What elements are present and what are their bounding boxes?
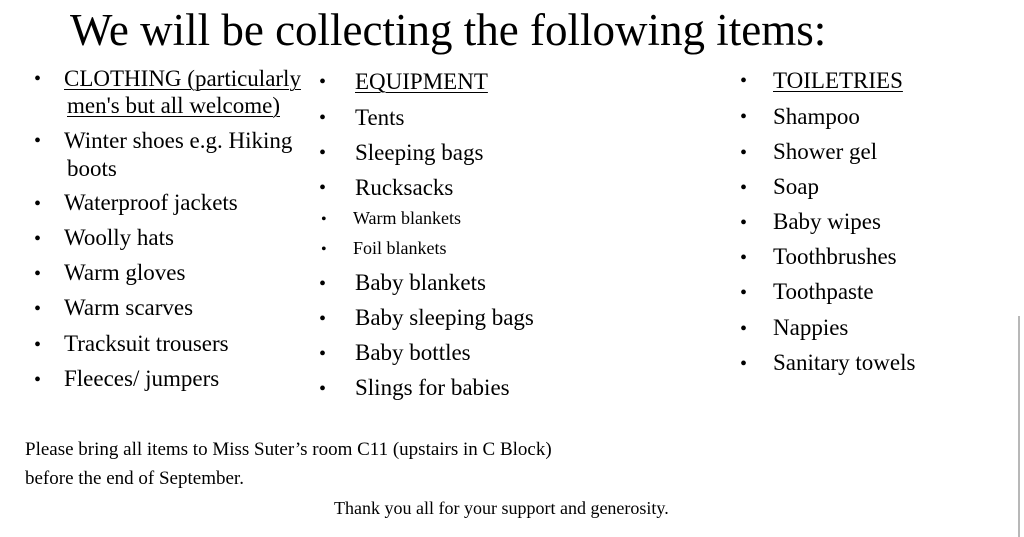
list-item: Baby bottles bbox=[355, 340, 471, 365]
list-item: Waterproof jackets bbox=[64, 190, 238, 215]
list-item: Baby sleeping bags bbox=[355, 305, 534, 330]
toiletries-heading: TOILETRIES bbox=[773, 68, 903, 93]
list-item: Warm scarves bbox=[64, 295, 194, 320]
list-item: Nappies bbox=[773, 315, 849, 340]
bullet-icon: • bbox=[321, 241, 327, 258]
list-item: Sleeping bags bbox=[355, 140, 484, 165]
list-item: Slings for babies bbox=[355, 375, 510, 400]
bullet-icon: • bbox=[319, 107, 327, 129]
bullet-icon: • bbox=[740, 318, 748, 340]
list-item: Warm blankets bbox=[353, 208, 462, 228]
list-item: Woolly hats bbox=[64, 225, 174, 250]
bullet-icon: • bbox=[319, 142, 327, 164]
bullet-icon: • bbox=[34, 298, 42, 320]
thank-you-note: Thank you all for your support and generosity. bbox=[334, 498, 669, 518]
clothing-heading: men's but all welcome) bbox=[67, 93, 280, 118]
list-item: Toothpaste bbox=[773, 279, 874, 304]
list-item: Foil blankets bbox=[353, 238, 447, 258]
list-item: Baby blankets bbox=[355, 270, 486, 295]
bullet-icon: • bbox=[319, 177, 327, 199]
bullet-icon: • bbox=[34, 193, 42, 215]
bullet-icon: • bbox=[740, 70, 748, 92]
list-item: Shower gel bbox=[773, 139, 878, 164]
list-item: Winter shoes e.g. Hiking bbox=[64, 128, 293, 153]
bullet-icon: • bbox=[740, 106, 748, 128]
bullet-icon: • bbox=[319, 273, 327, 295]
bullet-icon: • bbox=[740, 353, 748, 375]
list-item: Warm gloves bbox=[64, 260, 186, 285]
page-title: We will be collecting the following items: bbox=[70, 5, 827, 55]
bullet-icon: • bbox=[740, 282, 748, 304]
instructions-line: before the end of September. bbox=[25, 468, 244, 489]
bullet-icon: • bbox=[34, 68, 42, 90]
bullet-icon: • bbox=[34, 130, 42, 152]
list-item: Toothbrushes bbox=[773, 244, 897, 269]
list-item: Sanitary towels bbox=[773, 350, 916, 375]
bullet-icon: • bbox=[34, 369, 42, 391]
bullet-icon: • bbox=[319, 308, 327, 330]
bullet-icon: • bbox=[319, 71, 327, 93]
bullet-icon: • bbox=[321, 211, 327, 228]
clothing-heading: CLOTHING (particularly bbox=[64, 66, 301, 91]
bullet-icon: • bbox=[740, 142, 748, 164]
list-item: Tents bbox=[355, 105, 405, 130]
bullet-icon: • bbox=[319, 343, 327, 365]
list-item: Soap bbox=[773, 174, 819, 199]
bullet-icon: • bbox=[34, 334, 42, 356]
bullet-icon: • bbox=[34, 228, 42, 250]
vertical-scrollbar[interactable] bbox=[1018, 316, 1020, 537]
bullet-icon: • bbox=[34, 263, 42, 285]
list-item: Fleeces/ jumpers bbox=[64, 366, 220, 391]
bullet-icon: • bbox=[319, 378, 327, 400]
instructions-line: Please bring all items to Miss Suter’s room C11 (upstairs in C Block) bbox=[25, 439, 552, 460]
bullet-icon: • bbox=[740, 212, 748, 234]
list-item: boots bbox=[67, 156, 117, 181]
list-item: Shampoo bbox=[773, 104, 860, 129]
equipment-heading: EQUIPMENT bbox=[355, 69, 488, 94]
bullet-icon: • bbox=[740, 247, 748, 269]
list-item: Rucksacks bbox=[355, 175, 454, 200]
bullet-icon: • bbox=[740, 177, 748, 199]
list-item: Baby wipes bbox=[773, 209, 881, 234]
list-item: Tracksuit trousers bbox=[64, 331, 229, 356]
